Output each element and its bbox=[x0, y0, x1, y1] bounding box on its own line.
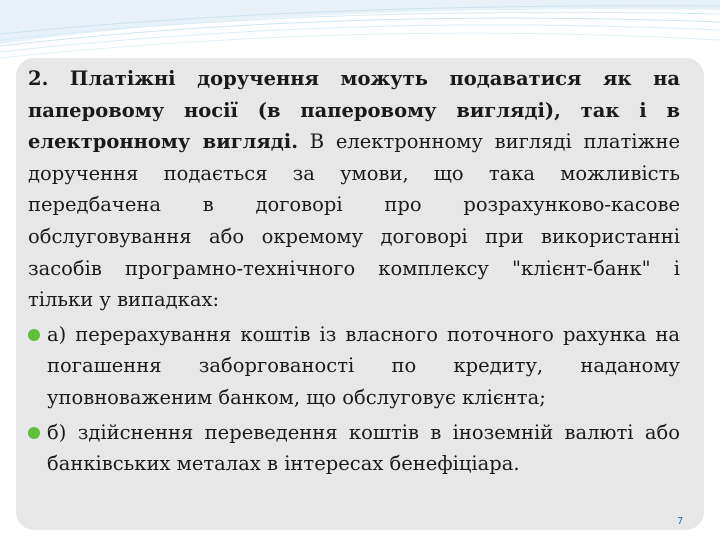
bullet-dot-icon bbox=[28, 329, 40, 341]
bullet-text: а) перерахування коштів із власного поточного рахунка на погашення заборгованості по кредиту, наданому уповноваженим банком, що обслуговує клієнта; bbox=[47, 322, 680, 409]
bullet-dot-icon bbox=[28, 427, 40, 439]
page-number: 7 bbox=[677, 516, 684, 527]
bullet-item-b bbox=[28, 417, 680, 480]
intro-bold-text: 2. Платіжні доручення можуть подаватися як на паперовому носії (в паперовому вигляді), так і в електронному вигляді. bbox=[28, 67, 680, 154]
bullet-text: б) здійснення переведення коштів в іноземній валюті або банківських металах в інтересах бенефіціара. bbox=[47, 420, 680, 476]
intro-regular-text: В електронному вигляді платіжне доручення подається за умови, що така можливість передбачена в договорі про розрахунково-касове обслуговування або окремому договорі при використанні засобів програмно-технічного комплексу "клієнт-банк" і тільки у випадках: bbox=[28, 130, 680, 312]
slide-body bbox=[28, 63, 680, 480]
intro-paragraph bbox=[28, 63, 680, 316]
bullet-item-a bbox=[28, 319, 680, 414]
